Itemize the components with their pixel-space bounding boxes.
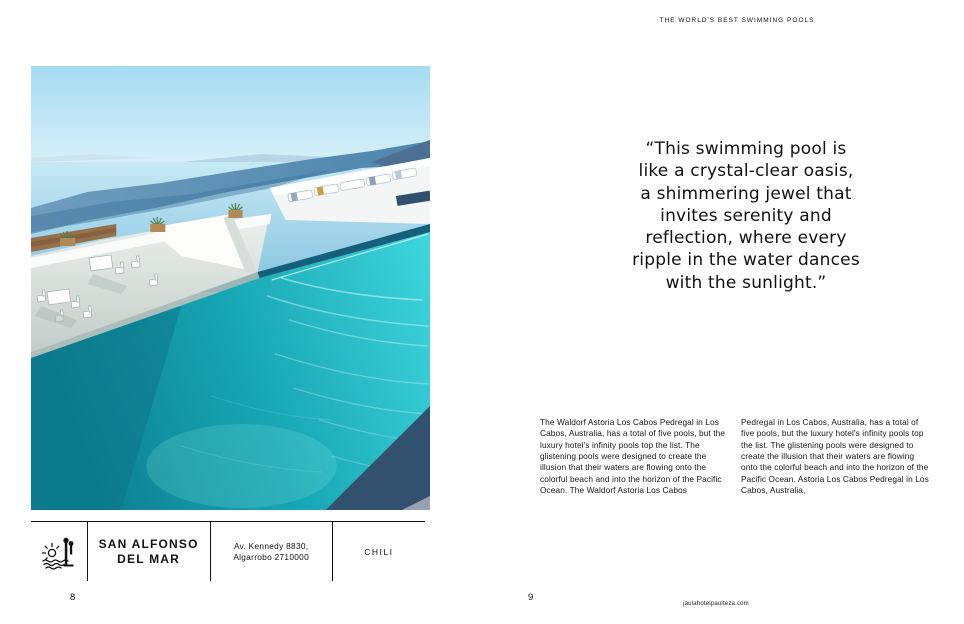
body-column-2: Pedregal in Los Cabos, Australia, has a total of five pools, but the luxury hotel's infinity pools top the list. The glistening pools were designed to create the illusion that their waters are flowing onto the colorful beach and into the horizon of the Pacific Ocean. Astoria Los Cabos Pedregal in Los Cabos, Australia, xyxy=(741,417,929,496)
running-header: THE WORLD'S BEST SWIMMING POOLS xyxy=(659,17,815,24)
hotel-address-line1: Av. Kennedy 8830, xyxy=(233,541,309,551)
hotel-icon-cell xyxy=(31,522,87,581)
pull-quote xyxy=(593,138,899,294)
page-number-left: 8 xyxy=(70,592,76,603)
page-number-right: 9 xyxy=(528,592,534,603)
hotel-country: CHILI xyxy=(332,522,425,581)
pull-quote-line: invites serenity and xyxy=(660,205,832,226)
hotel-address-line2: Algarrobo 2710000 xyxy=(233,551,310,562)
pull-quote-line: with the sunlight.” xyxy=(665,272,827,293)
pull-quote-line: reflection, where every xyxy=(645,228,847,249)
pull-quote-line: “This swimming pool is xyxy=(645,139,847,159)
pull-quote-line: a shimmering jewel that xyxy=(640,183,852,204)
hotel-name xyxy=(87,522,210,581)
pool-ladder-sun-icon xyxy=(41,532,77,572)
hotel-name-line1: SAN ALFONSO xyxy=(98,536,199,551)
body-column-1: The Waldorf Astoria Los Cabos Pedregal in Los Cabos, Australia, has a total of five pools, but the luxury hotel's infinity pools top the list. The glistening pools were designed to create the illusion that their waters are flowing onto the colorful beach and into the horizon of the Pacific Ocean. The Waldorf Astoria Los Cabos xyxy=(540,417,726,496)
hotel-name-line2: DEL MAR xyxy=(117,551,181,566)
pool-photo-illustration xyxy=(31,66,430,510)
hotel-info-card xyxy=(31,521,425,581)
pull-quote-line: like a crystal-clear oasis, xyxy=(638,161,854,182)
pool-photo xyxy=(31,66,430,510)
pull-quote-line: ripple in the water dances xyxy=(632,250,860,271)
hotel-address xyxy=(210,522,332,581)
footer-url[interactable]: jaulahotelpaulteza.com xyxy=(683,601,749,607)
